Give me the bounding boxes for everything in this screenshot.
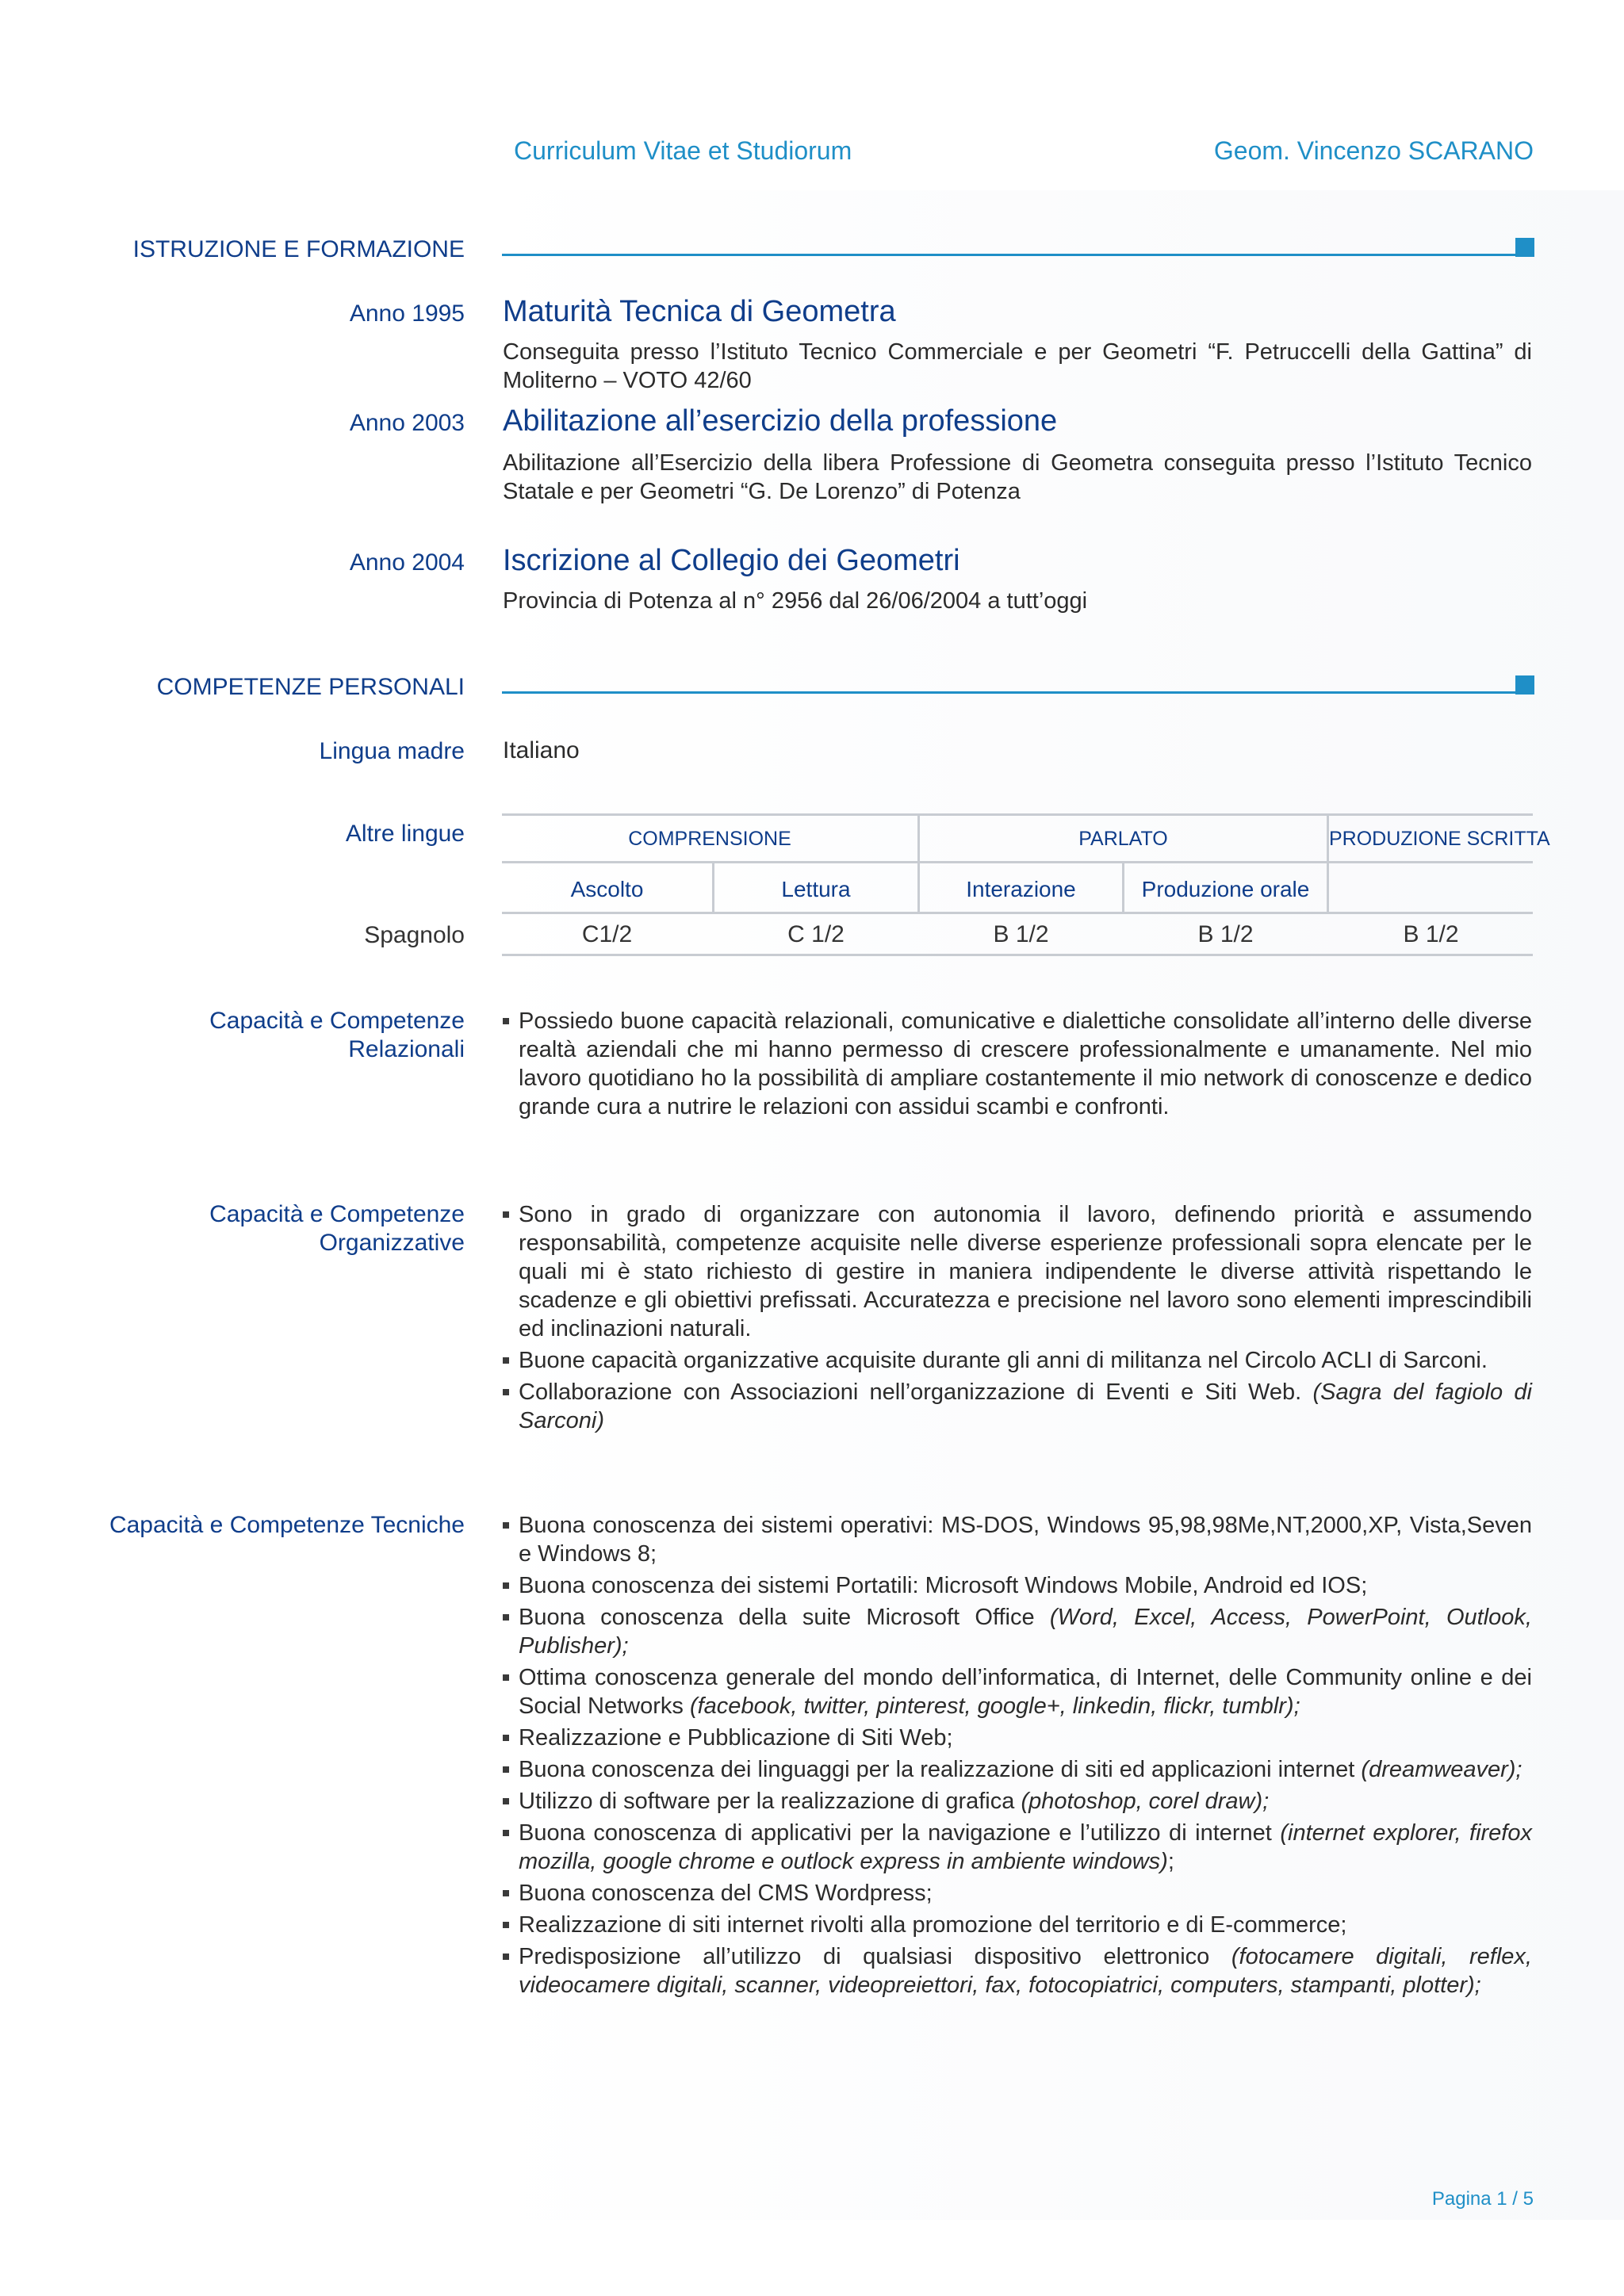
table-cell: B 1/2	[993, 921, 1049, 947]
item-text: Collaborazione con Associazioni nell’organizzazione di Eventi e Siti Web.	[519, 1380, 1313, 1405]
item-text: Utilizzo di software per la realizzazione di grafica	[519, 1789, 1021, 1814]
document-title: Curriculum Vitae et Studiorum	[514, 136, 852, 165]
table-cell: B 1/2	[1197, 921, 1254, 947]
section-marker	[1515, 238, 1534, 257]
mother-tongue-value: Italiano	[503, 737, 580, 763]
item-text: Realizzazione di siti internet rivolti alla promozione del territorio e di E-commerce;	[519, 1912, 1347, 1938]
education-year: Anno 2003	[349, 410, 465, 436]
list-item	[503, 1724, 1532, 1752]
mother-tongue-label: Lingua madre	[319, 738, 465, 764]
other-languages-label: Altre lingue	[345, 821, 465, 847]
education-title: Abilitazione all’esercizio della professione	[503, 404, 1058, 438]
table-subheader: Produzione orale	[1141, 877, 1310, 901]
education-description: Provincia di Potenza al n° 2956 dal 26/06/2004 a tutt’oggi	[503, 588, 1088, 614]
list-item	[503, 1378, 1532, 1435]
section-divider	[502, 691, 1525, 694]
item-italic-text: (photoshop, corel draw);	[1021, 1789, 1270, 1814]
table-rule	[502, 861, 1533, 863]
table-cell: B 1/2	[1403, 921, 1459, 947]
education-description: Abilitazione all’Esercizio della libera Professione di Geometra conseguita presso l’Istituto Tecnico Statale e per Geometri “G. De Lorenzo” di Potenza	[503, 450, 1532, 504]
list-item	[503, 1663, 1532, 1720]
item-italic-text: (Sagra del fagiolo di Sarconi)	[519, 1380, 1532, 1433]
education-year: Anno 2004	[349, 549, 465, 576]
education-year: Anno 1995	[349, 300, 465, 327]
relational-skills-label	[209, 1007, 465, 1064]
author-name: Geom. Vincenzo SCARANO	[1213, 136, 1534, 165]
list-item	[503, 1787, 1532, 1816]
table-rule	[502, 912, 1533, 914]
list-item	[503, 1819, 1532, 1876]
relational-skills-list	[503, 1007, 1532, 1124]
table-rule	[502, 954, 1533, 956]
section-title-education: ISTRUZIONE E FORMAZIONE	[132, 236, 465, 262]
language-name: Spagnolo	[364, 922, 465, 948]
item-text: Buona conoscenza del CMS Wordpress;	[519, 1881, 933, 1906]
technical-skills-list	[503, 1511, 1532, 2003]
list-item	[503, 1511, 1532, 1568]
page-number: Pagina 1 / 5	[1431, 2188, 1534, 2210]
label-line: Relazionali	[348, 1036, 465, 1062]
list-item	[503, 1571, 1532, 1600]
table-header-written: PRODUZIONE SCRITTA	[1329, 828, 1550, 850]
item-text: Buona conoscenza della suite Microsoft Office	[519, 1605, 1050, 1630]
item-text: Buona conoscenza dei sistemi operativi: MS-DOS, Windows 95,98,98Me,NT,2000,XP, Vista,Seven e Windows 8;	[519, 1513, 1532, 1567]
label-line: Capacità e Competenze	[209, 1201, 465, 1227]
label-line: Organizzative	[319, 1230, 465, 1256]
item-text: Buona conoscenza dei linguaggi per la realizzazione di siti ed applicazioni internet	[519, 1757, 1362, 1782]
item-italic-text: (internet explorer, firefox mozilla, google chrome e outlock express in ambiente windows)	[519, 1820, 1532, 1874]
table-cell: C 1/2	[787, 921, 845, 947]
item-text: Buona conoscenza di applicativi per la navigazione e l’utilizzo di internet	[519, 1820, 1281, 1846]
list-item	[503, 1879, 1532, 1908]
education-description: Conseguita presso l’Istituto Tecnico Commerciale e per Geometri “F. Petruccelli della Gattina” di Moliterno – VOTO 42/60	[503, 339, 1532, 393]
technical-skills-label: Capacità e Competenze Tecniche	[109, 1512, 465, 1538]
item-italic-text: (fotocamere digitali, reflex, videocamere digitali, scanner, videopreiettori, fax, fotocopiatrici, computers, stampanti, plotter);	[519, 1944, 1532, 1998]
section-title-skills: COMPETENZE PERSONALI	[156, 674, 465, 700]
item-italic-text: (Word, Excel, Access, PowerPoint, Outlook, Publisher);	[519, 1605, 1532, 1659]
table-header-comprehension: COMPRENSIONE	[628, 828, 791, 850]
table-header-spoken: PARLATO	[1078, 828, 1168, 850]
list-item	[503, 1200, 1532, 1343]
table-cell: C1/2	[581, 921, 633, 947]
list-item	[503, 1755, 1532, 1784]
organizational-skills-list	[503, 1200, 1532, 1438]
item-text: Sono in grado di organizzare con autonomia il lavoro, definendo priorità e assumendo responsabilità, competenze acquisite nelle diverse esperienze professionali sopra elencate per le quali mi è stato richiesto di gestire in maniera indipendente le diverse attività rispettando le scadenze e gli obiettivi prefissati. Accuratezza e precisione nel lavoro sono elementi imprescindibili ed inclinazioni naturali.	[519, 1202, 1532, 1341]
item-text: Ottima conoscenza generale del mondo dell’informatica, di Internet, delle Community online e dei Social Networks	[519, 1665, 1532, 1719]
list-item	[503, 1603, 1532, 1660]
label-line: Capacità e Competenze	[209, 1008, 465, 1034]
list-item	[503, 1911, 1532, 1939]
table-subheader: Ascolto	[570, 877, 644, 901]
item-text: Predisposizione all’utilizzo di qualsiasi dispositivo elettronico	[519, 1944, 1231, 1969]
list-item	[503, 1007, 1532, 1121]
item-text: Buone capacità organizzative acquisite durante gli anni di militanza nel Circolo ACLI di Sarconi.	[519, 1348, 1488, 1373]
list-item	[503, 1346, 1532, 1375]
language-table	[502, 813, 1550, 956]
item-text: Possiedo buone capacità relazionali, comunicative e dialettiche consolidate all’interno delle diverse realtà aziendali che mi hanno permesso di crescere professionalmente e umanamente. Nel mio lavoro quotidiano ho la possibilità di ampliare costantemente il mio network di conoscenze e dedico grande cura a nutrire le relazioni con assidui scambi e confronti.	[519, 1008, 1532, 1119]
item-text: Realizzazione e Pubblicazione di Siti Web;	[519, 1725, 953, 1751]
item-text: Buona conoscenza dei sistemi Portatili: Microsoft Windows Mobile, Android ed IOS;	[519, 1573, 1368, 1598]
table-rule	[502, 813, 1533, 816]
table-subheader: Interazione	[966, 877, 1076, 901]
section-divider	[502, 254, 1525, 256]
education-title: Maturità Tecnica di Geometra	[503, 295, 896, 328]
item-italic-text: (dreamweaver);	[1361, 1757, 1522, 1782]
table-subheader: Lettura	[781, 877, 851, 901]
item-trailing-text: ;	[1167, 1849, 1174, 1874]
organizational-skills-label	[209, 1200, 465, 1257]
list-item	[503, 1942, 1532, 1999]
education-title: Iscrizione al Collegio dei Geometri	[503, 544, 960, 577]
section-marker	[1515, 675, 1534, 695]
item-italic-text: (facebook, twitter, pinterest, google+, linkedin, flickr, tumblr);	[689, 1693, 1300, 1719]
